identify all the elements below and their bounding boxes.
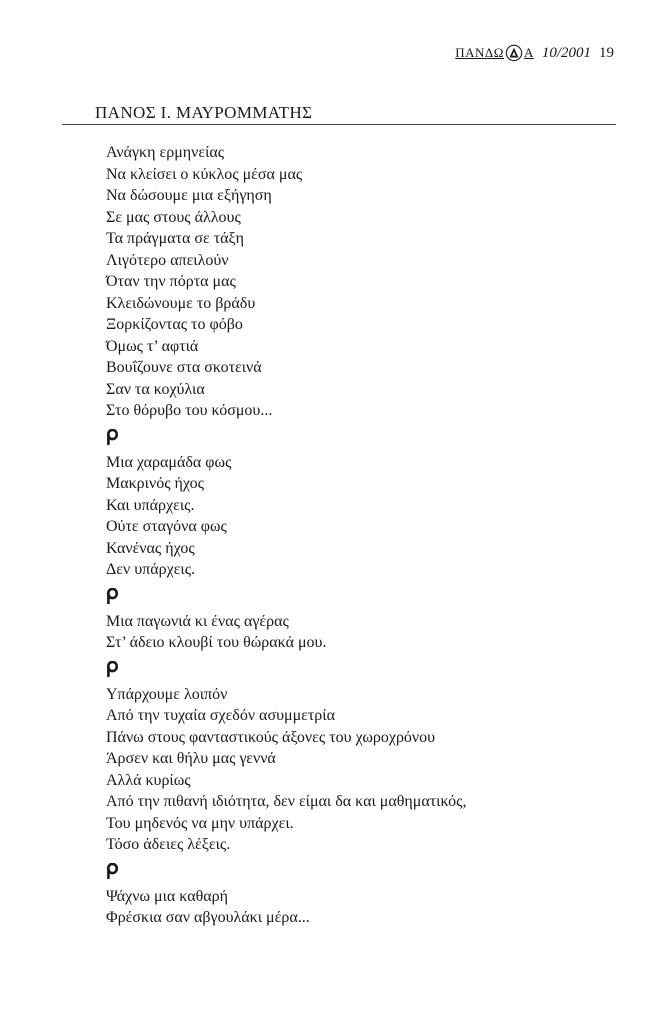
poem-line: Δεν υπάρχεις.	[106, 561, 196, 578]
stanza	[106, 886, 467, 929]
poem-line: Μια παγωνιά κι ένας αγέρας	[106, 612, 289, 630]
poem-line: Λιγότερο απειλούν	[106, 251, 229, 269]
poem-line: Του μηδενός να μην υπάρχει.	[106, 814, 294, 832]
poem-line: Και υπάρχεις.	[106, 496, 195, 514]
poem-line: Υπάρχουμε λοιπόν	[106, 685, 228, 703]
stanza	[106, 142, 467, 422]
journal-logo	[455, 44, 534, 62]
stanza	[106, 611, 467, 654]
poem-line: Ξορκίζοντας το φόβο	[106, 316, 243, 333]
stanza-separator-icon	[106, 581, 467, 611]
poem-line: Πάνω στους φανταστικούς άξονες του χωροχρόνου	[106, 728, 436, 746]
poem-line: Άρσεν και θήλυ μας γεννά	[106, 750, 276, 767]
poem	[106, 142, 467, 929]
poem-line: Βουΐζουνε στα σκοτεινά	[106, 359, 262, 376]
stanza	[106, 684, 467, 856]
poem-line: Σε μας στους άλλους	[106, 208, 241, 226]
header-rule	[62, 124, 616, 125]
stanza-separator-icon	[106, 654, 467, 684]
poem-line: Κανένας ήχος	[106, 539, 195, 557]
stanza	[106, 452, 467, 581]
poem-line: Φρέσκια σαν αβγουλάκι μέρα...	[106, 909, 310, 926]
poem-line: Ούτε σταγόνα φως	[106, 518, 227, 535]
poem-line: Από την πιθανή ιδιότητα, δεν είμαι δα και μαθηματικός,	[106, 793, 467, 810]
poem-line: Από την τυχαία σχεδόν ασυμμετρία	[106, 707, 335, 724]
poem-line: Όμως τ’ αφτιά	[106, 337, 199, 355]
poem-line: Ανάγκη ερμηνείας	[106, 144, 225, 161]
page-number: 19	[599, 45, 614, 61]
poem-line: Στ’ άδειο κλουβί του θώρακά μου.	[106, 634, 327, 651]
poem-line: Αλλά κυρίως	[106, 771, 191, 789]
journal-logo-right: Α	[523, 45, 534, 60]
journal-logo-left: ΠΑΝΔΩ	[455, 45, 504, 60]
poem-line: Να κλείσει ο κύκλος μέσα μας	[106, 165, 303, 183]
stanza-separator-icon	[106, 422, 467, 452]
poem-line: Μακρινός ήχος	[106, 475, 204, 492]
poem-line: Στο θόρυβο του κόσμου...	[106, 402, 273, 419]
poem-line: Να δώσουμε μια εξήγηση	[106, 187, 272, 204]
pandora-emblem-icon	[505, 44, 523, 62]
author-name: ΠΑΝΟΣ Ι. ΜΑΥΡΟΜΜΑΤΗΣ	[95, 103, 313, 122]
stanza-separator-icon	[106, 856, 467, 886]
poem-line: Μια χαραμάδα φως	[106, 453, 232, 471]
poem-line: Τόσο άδειες λέξεις.	[106, 836, 231, 853]
poem-line: Τα πράγματα σε τάξη	[106, 230, 244, 247]
poem-line: Κλειδώνουμε το βράδυ	[106, 294, 256, 312]
issue-number: 10/2001	[541, 45, 591, 61]
poem-line: Σαν τα κοχύλια	[106, 380, 205, 398]
poem-line: Ψάχνω μια καθαρή	[106, 887, 228, 905]
running-header	[455, 44, 614, 62]
poem-line: Όταν την πόρτα μας	[106, 273, 236, 290]
